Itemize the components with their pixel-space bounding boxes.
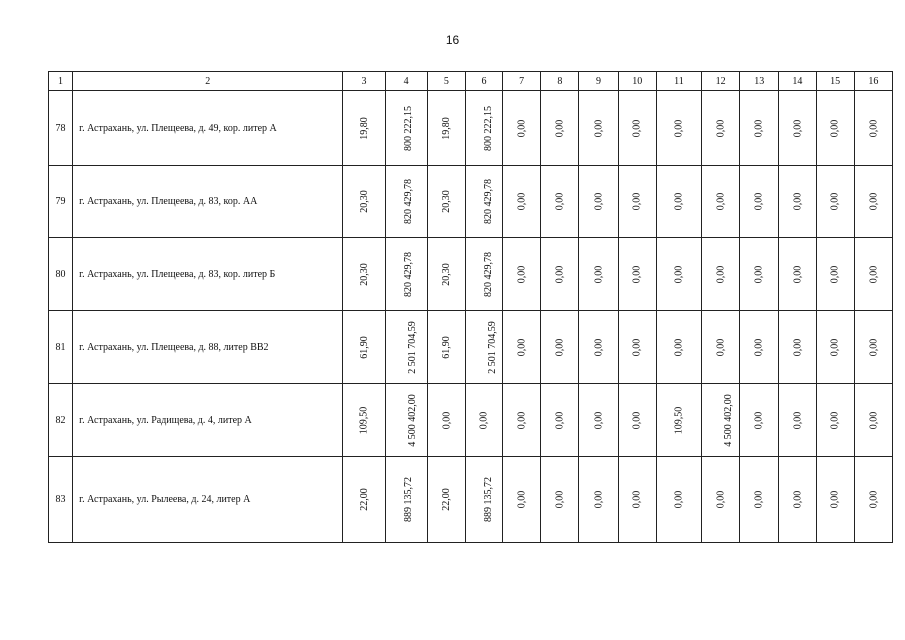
- column-header: 4: [385, 72, 427, 91]
- row-number: 79: [49, 166, 73, 238]
- value-cell: [656, 457, 701, 543]
- cell-value: 0,00: [516, 338, 528, 356]
- cell-value: 109,50: [358, 406, 370, 434]
- value-cell: [579, 311, 618, 384]
- value-cell: [343, 457, 385, 543]
- cell-value: 0,00: [791, 265, 803, 283]
- row-number: 83: [49, 457, 73, 543]
- table-row: [49, 457, 893, 543]
- cell-value: 2 501 704,59: [406, 320, 418, 374]
- value-cell: [503, 166, 541, 238]
- cell-value: 0,00: [753, 338, 765, 356]
- address-cell: г. Астрахань, ул. Радищева, д. 4, литер А: [73, 384, 343, 457]
- value-cell: [427, 166, 465, 238]
- cell-value: 0,00: [673, 490, 685, 509]
- value-cell: [740, 457, 779, 543]
- column-header: 16: [854, 72, 892, 91]
- address-cell: г. Астрахань, ул. Плещеева, д. 83, кор. литер Б: [73, 238, 343, 311]
- value-cell: [465, 91, 502, 166]
- value-cell: [385, 457, 427, 543]
- cell-value: 0,00: [631, 338, 643, 356]
- table-row: [49, 166, 893, 238]
- value-cell: [740, 311, 779, 384]
- cell-value: 61,90: [358, 335, 370, 359]
- cell-value: 0,00: [593, 119, 605, 137]
- column-header: 15: [816, 72, 854, 91]
- cell-value: 0,00: [829, 490, 841, 509]
- cell-value: 0,00: [791, 192, 803, 211]
- value-cell: [579, 457, 618, 543]
- value-cell: [503, 91, 541, 166]
- cell-value: 0,00: [867, 338, 879, 356]
- cell-value: 61,90: [440, 335, 452, 359]
- cell-value: 0,00: [631, 265, 643, 283]
- value-cell: [816, 311, 854, 384]
- value-cell: [618, 311, 656, 384]
- address-cell: г. Астрахань, ул. Плещеева, д. 83, кор. АА: [73, 166, 343, 238]
- cell-value: 0,00: [554, 265, 566, 283]
- value-cell: [465, 311, 502, 384]
- value-cell: [779, 384, 816, 457]
- value-cell: [816, 238, 854, 311]
- cell-value: 0,00: [554, 338, 566, 356]
- cell-value: 0,00: [715, 338, 727, 356]
- cell-value: 0,00: [753, 192, 765, 211]
- cell-value: 0,00: [631, 119, 643, 137]
- cell-value: 0,00: [673, 119, 685, 137]
- value-cell: [779, 238, 816, 311]
- value-cell: [343, 238, 385, 311]
- cell-value: 20,30: [358, 262, 370, 286]
- value-cell: [618, 384, 656, 457]
- column-header: 2: [73, 72, 343, 91]
- cell-value: 20,30: [440, 190, 452, 213]
- value-cell: [343, 166, 385, 238]
- value-cell: [541, 311, 579, 384]
- value-cell: [541, 384, 579, 457]
- value-cell: [503, 238, 541, 311]
- cell-value: 0,00: [554, 119, 566, 137]
- cell-value: 0,00: [867, 490, 879, 509]
- value-cell: [503, 384, 541, 457]
- column-header: 8: [541, 72, 579, 91]
- cell-value: 0,00: [631, 490, 643, 509]
- cell-value: 0,00: [715, 490, 727, 509]
- value-cell: [541, 457, 579, 543]
- value-cell: [779, 91, 816, 166]
- cell-value: 20,30: [440, 262, 452, 286]
- cell-value: 0,00: [516, 119, 528, 137]
- value-cell: [854, 91, 892, 166]
- column-header: 3: [343, 72, 385, 91]
- cell-value: 0,00: [791, 338, 803, 356]
- column-header: 9: [579, 72, 618, 91]
- value-cell: [465, 384, 502, 457]
- cell-value: 820 429,78: [482, 179, 494, 224]
- value-cell: [385, 238, 427, 311]
- cell-value: 19,80: [440, 116, 452, 140]
- value-cell: [854, 311, 892, 384]
- cell-value: 889 135,72: [482, 477, 494, 522]
- value-cell: [579, 384, 618, 457]
- cell-value: 0,00: [715, 192, 727, 211]
- cell-value: 0,00: [829, 265, 841, 283]
- value-cell: [779, 166, 816, 238]
- cell-value: 0,00: [554, 411, 566, 429]
- value-cell: [427, 457, 465, 543]
- cell-value: 0,00: [791, 490, 803, 509]
- value-cell: [816, 91, 854, 166]
- value-cell: [816, 166, 854, 238]
- value-cell: [427, 311, 465, 384]
- value-cell: [656, 238, 701, 311]
- value-cell: [465, 238, 502, 311]
- table-row: [49, 384, 893, 457]
- cell-value: 0,00: [673, 192, 685, 211]
- value-cell: [656, 166, 701, 238]
- cell-value: 0,00: [554, 192, 566, 211]
- value-cell: [618, 91, 656, 166]
- value-cell: [385, 91, 427, 166]
- value-cell: [740, 384, 779, 457]
- address-cell: г. Астрахань, ул. Плещеева, д. 49, кор. литер А: [73, 91, 343, 166]
- value-cell: [343, 91, 385, 166]
- cell-value: 0,00: [516, 265, 528, 283]
- column-header: 13: [740, 72, 779, 91]
- value-cell: [579, 91, 618, 166]
- cell-value: 0,00: [791, 411, 803, 429]
- row-number: 78: [49, 91, 73, 166]
- cell-value: 0,00: [753, 411, 765, 429]
- row-number: 80: [49, 238, 73, 311]
- value-cell: [656, 311, 701, 384]
- cell-value: 0,00: [829, 411, 841, 429]
- value-cell: [854, 238, 892, 311]
- value-cell: [854, 384, 892, 457]
- table-row: [49, 311, 893, 384]
- cell-value: 0,00: [593, 265, 605, 283]
- address-cell: г. Астрахань, ул. Плещеева, д. 88, литер ВВ2: [73, 311, 343, 384]
- cell-value: 2 501 704,59: [486, 320, 498, 374]
- cell-value: 20,30: [358, 190, 370, 213]
- page-number: 16: [445, 33, 460, 47]
- value-cell: [816, 384, 854, 457]
- cell-value: 0,00: [554, 490, 566, 509]
- value-cell: [701, 457, 739, 543]
- cell-value: 0,00: [753, 265, 765, 283]
- cell-value: 0,00: [673, 338, 685, 356]
- cell-value: 0,00: [867, 119, 879, 137]
- column-header: 14: [779, 72, 816, 91]
- value-cell: [427, 238, 465, 311]
- cell-value: 820 429,78: [402, 251, 414, 297]
- value-cell: [465, 166, 502, 238]
- address-cell: г. Астрахань, ул. Рылеева, д. 24, литер А: [73, 457, 343, 543]
- cell-value: 0,00: [829, 119, 841, 137]
- cell-value: 4 500 402,00: [406, 393, 418, 447]
- cell-value: 0,00: [867, 192, 879, 211]
- cell-value: 0,00: [593, 338, 605, 356]
- cell-value: 0,00: [478, 411, 490, 429]
- cell-value: 0,00: [593, 411, 605, 429]
- value-cell: [779, 311, 816, 384]
- cell-value: 0,00: [631, 192, 643, 211]
- cell-value: 800 222,15: [402, 105, 414, 151]
- value-cell: [427, 384, 465, 457]
- value-cell: [385, 166, 427, 238]
- cell-value: 0,00: [593, 192, 605, 211]
- value-cell: [427, 91, 465, 166]
- value-cell: [579, 166, 618, 238]
- cell-value: 19,80: [358, 116, 370, 140]
- cell-value: 0,00: [516, 192, 528, 211]
- data-table: [48, 71, 893, 543]
- column-header: 6: [465, 72, 502, 91]
- value-cell: [385, 311, 427, 384]
- cell-value: 22,00: [440, 488, 452, 511]
- value-cell: [618, 457, 656, 543]
- value-cell: [701, 238, 739, 311]
- column-header: 7: [503, 72, 541, 91]
- cell-value: 820 429,78: [402, 179, 414, 224]
- cell-value: 0,00: [867, 265, 879, 283]
- value-cell: [701, 384, 739, 457]
- cell-value: 22,00: [358, 488, 370, 511]
- value-cell: [541, 238, 579, 311]
- value-cell: [541, 91, 579, 166]
- value-cell: [740, 238, 779, 311]
- row-number: 82: [49, 384, 73, 457]
- table-body: [49, 91, 893, 543]
- value-cell: [740, 91, 779, 166]
- value-cell: [701, 311, 739, 384]
- value-cell: [618, 238, 656, 311]
- cell-value: 889 135,72: [402, 477, 414, 522]
- cell-value: 0,00: [715, 119, 727, 137]
- cell-value: 0,00: [593, 490, 605, 509]
- cell-value: 0,00: [867, 411, 879, 429]
- cell-value: 0,00: [516, 490, 528, 509]
- column-header: 1: [49, 72, 73, 91]
- column-header: 10: [618, 72, 656, 91]
- column-header: 11: [656, 72, 701, 91]
- value-cell: [503, 457, 541, 543]
- cell-value: 0,00: [753, 490, 765, 509]
- cell-value: 109,50: [673, 406, 685, 434]
- value-cell: [740, 166, 779, 238]
- cell-value: 0,00: [791, 119, 803, 137]
- value-cell: [503, 311, 541, 384]
- value-cell: [343, 311, 385, 384]
- cell-value: 0,00: [673, 265, 685, 283]
- value-cell: [656, 384, 701, 457]
- cell-value: 0,00: [631, 411, 643, 429]
- value-cell: [854, 457, 892, 543]
- cell-value: 0,00: [829, 192, 841, 211]
- cell-value: 0,00: [715, 265, 727, 283]
- column-header: 12: [701, 72, 739, 91]
- cell-value: 820 429,78: [482, 251, 494, 297]
- value-cell: [701, 91, 739, 166]
- value-cell: [385, 384, 427, 457]
- value-cell: [465, 457, 502, 543]
- table-row: [49, 238, 893, 311]
- value-cell: [779, 457, 816, 543]
- column-header: 5: [427, 72, 465, 91]
- table-row: [49, 91, 893, 166]
- row-number: 81: [49, 311, 73, 384]
- value-cell: [701, 166, 739, 238]
- value-cell: [854, 166, 892, 238]
- header-row: [49, 72, 893, 91]
- cell-value: 0,00: [516, 411, 528, 429]
- cell-value: 0,00: [753, 119, 765, 137]
- cell-value: 0,00: [829, 338, 841, 356]
- value-cell: [816, 457, 854, 543]
- cell-value: 4 500 402,00: [722, 393, 734, 447]
- value-cell: [618, 166, 656, 238]
- value-cell: [656, 91, 701, 166]
- cell-value: 0,00: [440, 411, 452, 429]
- value-cell: [343, 384, 385, 457]
- cell-value: 800 222,15: [482, 105, 494, 151]
- value-cell: [579, 238, 618, 311]
- value-cell: [541, 166, 579, 238]
